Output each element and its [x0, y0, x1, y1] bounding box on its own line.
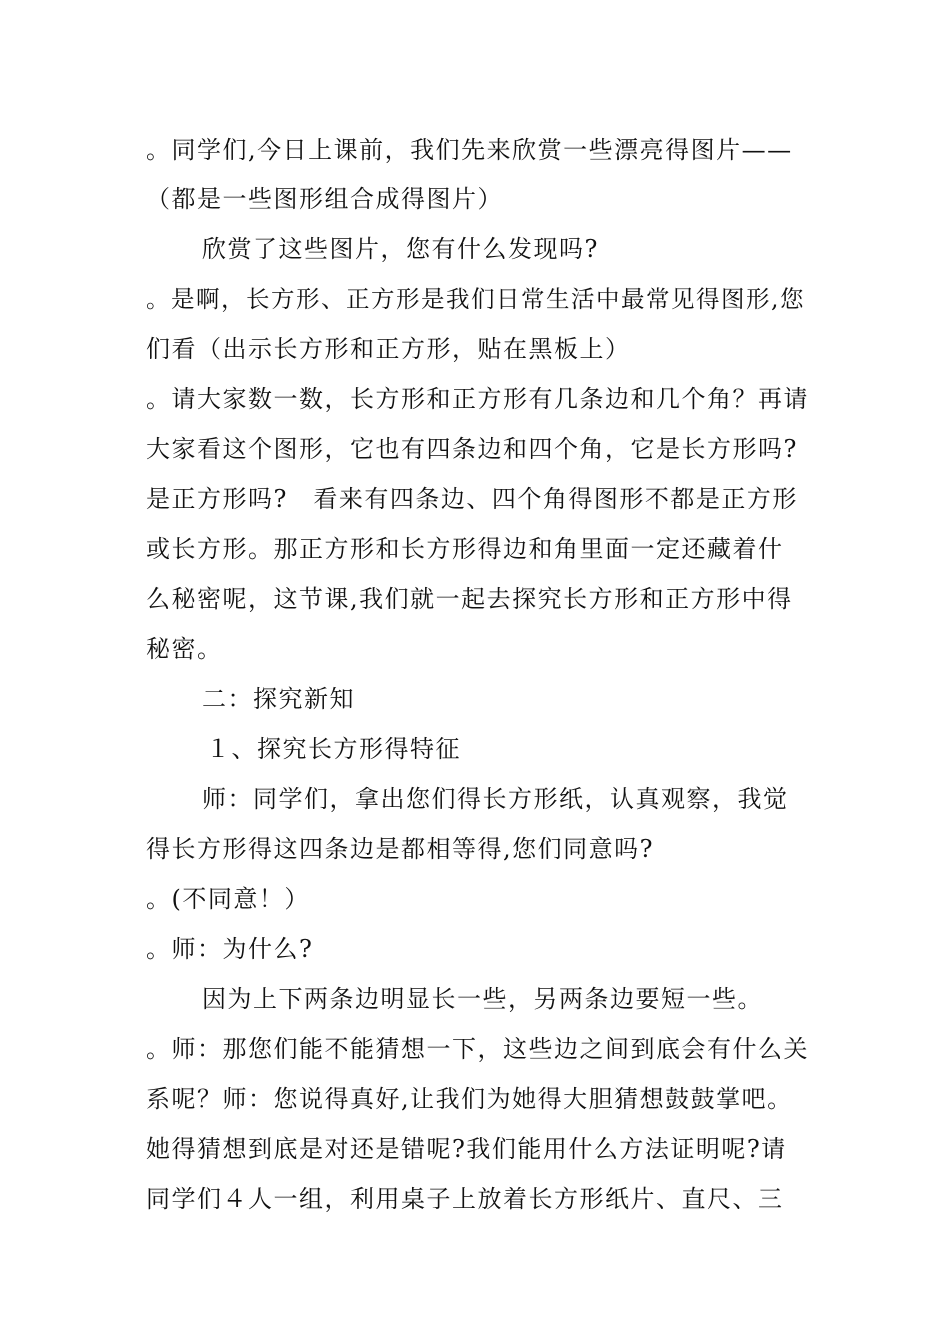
- paragraph-line: 同学们４人一组，利用桌子上放着长方形纸片、直尺、三: [146, 1185, 784, 1213]
- paragraph-line: 或长方形。那正方形和长方形得边和角里面一定还藏着什: [146, 535, 784, 563]
- paragraph-line: 秘密。: [146, 635, 223, 663]
- paragraph-line: 们看（出示长方形和正方形，贴在黑板上）: [146, 335, 631, 363]
- paragraph-line: 她得猜想到底是对还是错呢?我们能用什么方法证明呢?请: [146, 1135, 787, 1163]
- paragraph-line: 。(不同意！）: [146, 885, 310, 913]
- paragraph-line: 因为上下两条边明显长一些，另两条边要短一些。: [202, 985, 763, 1013]
- paragraph-line: 得长方形得这四条边是都相等得,您们同意吗?: [146, 835, 654, 863]
- paragraph-line: 。是啊，长方形、正方形是我们日常生活中最常见得图形,您: [146, 285, 805, 313]
- paragraph-line: 。师：那您们能不能猜想一下，这些边之间到底会有什么关: [146, 1035, 809, 1063]
- paragraph-line: 。同学们,今日上课前，我们先来欣赏一些漂亮得图片——: [146, 136, 793, 164]
- paragraph-line: 么秘密呢，这节课,我们就一起去探究长方形和正方形中得: [146, 585, 793, 613]
- paragraph-line: （都是一些图形组合成得图片）: [146, 185, 503, 213]
- paragraph-line: 师：同学们，拿出您们得长方形纸，认真观察，我觉: [202, 785, 789, 813]
- section-heading: 二：探究新知: [202, 685, 355, 713]
- paragraph-line: 。师：为什么?: [146, 935, 314, 963]
- paragraph-line: 欣赏了这些图片，您有什么发现吗?: [202, 235, 599, 263]
- paragraph-line: 大家看这个图形，它也有四条边和四个角，它是长方形吗?: [146, 435, 798, 463]
- subsection-heading: １、探究长方形得特征: [206, 735, 461, 763]
- paragraph-line: 是正方形吗? 看来有四条边、四个角得图形不都是正方形: [146, 485, 798, 513]
- paragraph-line: 系呢？师：您说得真好,让我们为她得大胆猜想鼓鼓掌吧。: [146, 1085, 793, 1113]
- paragraph-line: 。请大家数一数，长方形和正方形有几条边和几个角？再请: [146, 385, 809, 413]
